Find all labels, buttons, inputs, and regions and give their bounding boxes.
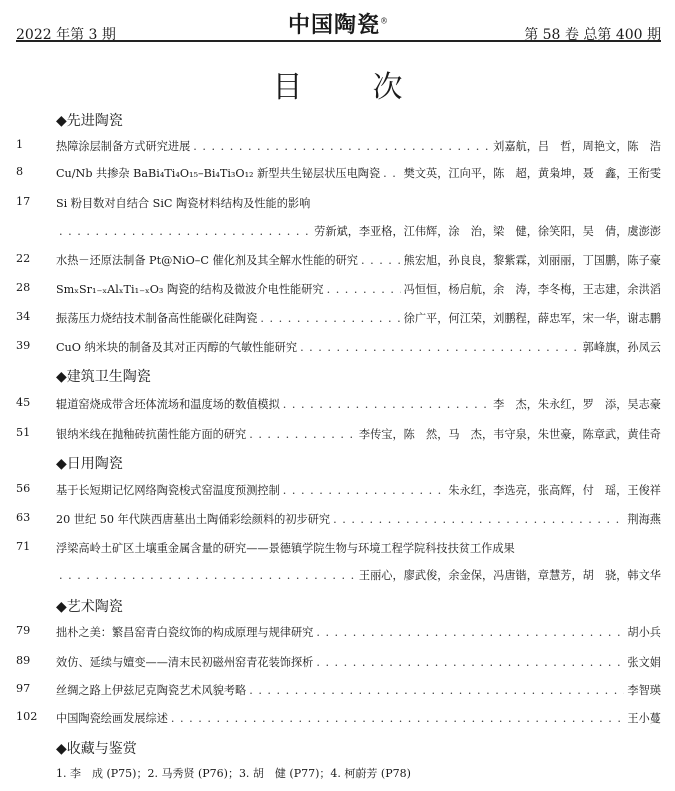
toc-entry-continued [0,223,661,239]
entry-page: 45 [16,396,31,409]
entry-authors: 刘嘉航，吕 哲，周艳文，陈 浩 [493,140,661,153]
toc-entry-continued [0,567,661,583]
journal-header [16,8,661,42]
entry-title: 振荡压力烧结技术制备高性能碳化硅陶瓷 [56,312,258,325]
entry-page: 28 [16,281,31,294]
leader-dots [59,225,311,238]
entry-title: 20 世纪 50 年代陕西唐墓出土陶俑彩绘颜料的初步研究 [56,513,331,526]
toc-entry[interactable] [0,540,661,556]
leader-dots [316,656,624,669]
leader-dots [260,312,400,325]
toc-entry[interactable] [0,396,661,412]
toc-entry[interactable] [0,310,661,326]
section-heading: ◆艺术陶瓷 [56,599,123,615]
toc-entry[interactable] [0,252,661,268]
entry-title: 拙朴之美：繁昌窑青白瓷纹饰的构成原理与规律研究 [56,626,314,639]
entry-page: 79 [16,624,31,637]
toc-entry[interactable] [0,682,661,698]
entry-title: 中国陶瓷绘画发展综述 [56,712,168,725]
entry-authors: 冯恒恒，杨启航，余 涛，李冬梅，王志建，余洪滔 [403,283,661,296]
entry-title: 丝绸之路上伊兹尼克陶瓷艺术风貌考略 [56,684,247,697]
entry-title: 效仿、延续与嬗变——清末民初磁州窑青花装饰探析 [56,656,314,669]
toc-entry[interactable] [0,710,661,726]
entry-authors: 张文娟 [627,656,661,669]
entry-title: 银纳米线在抛釉砖抗菌性能方面的研究 [56,428,247,441]
entry-page: 71 [16,540,31,553]
toc-entry[interactable] [0,195,661,211]
entry-page: 56 [16,482,31,495]
entry-page: 102 [16,710,38,723]
page-title: 目次 [272,70,473,105]
section-heading: ◆先进陶瓷 [56,113,123,129]
entry-authors: 李智瑛 [627,684,661,697]
section-heading: ◆日用陶瓷 [56,456,123,472]
entry-page: 51 [16,426,31,439]
leader-dots [316,626,624,639]
volume-label: 第 58 卷 总第 400 期 [524,27,661,43]
entry-authors: 荆海燕 [627,513,661,526]
entry-page: 17 [16,195,31,208]
toc-entry[interactable] [0,482,661,498]
entry-title: Si 粉目数对自结合 SiC 陶瓷材料结构及性能的影响 [56,197,311,210]
toc-entry[interactable] [0,138,661,154]
entry-page: 1 [16,138,24,151]
toc-entry[interactable] [0,339,661,355]
entry-title: Cu/Nb 共掺杂 BaBi₄Ti₄O₁₅–Bi₄Ti₃O₁₂ 新型共生铋层状压电陶瓷 [56,167,381,180]
entry-authors: 李传宝，陈 然，马 杰，韦守泉，朱世豪，陈章武，黄佳奇 [358,428,661,441]
entry-title: 基于长短期记忆网络陶瓷梭式窑温度预测控制 [56,484,280,497]
entry-title: CuO 纳米块的制备及其对正丙醇的气敏性能研究 [56,341,298,354]
section-heading: ◆建筑卫生陶瓷 [56,369,151,385]
entry-title: 浮梁高岭土矿区土壤重金属含量的研究——景德镇学院生物与环境工程学院科技扶贫工作成果 [56,542,515,555]
entry-page: 8 [16,165,24,178]
toc-entry[interactable] [0,281,661,297]
entry-authors: 徐广平，何江荣，刘鹏程，薛忠军，宋一华，谢志鹏 [403,312,661,325]
leader-dots [59,569,356,582]
entry-authors: 朱永红，李选亮，张高辉，付 瑶，王俊祥 [448,484,661,497]
entry-page: 34 [16,310,31,323]
leader-dots [300,341,580,354]
entry-title: 热障涂层制备方式研究进展 [56,140,191,153]
leader-dots [361,254,401,267]
leader-dots [193,140,490,153]
entry-authors: 劳新斌，李亚格，江伟辉，涂 治，梁 健，徐笑阳，吴 倩，虞澎澎 [314,225,661,238]
entry-authors: 胡小兵 [627,626,661,639]
collection-list: 1. 李 成 (P75)；2. 马秀贤 (P76)；3. 胡 健 (P77)；4. 柯蔚芳 (P78) [56,767,411,780]
toc-entry[interactable] [0,624,661,640]
toc-entry[interactable] [0,426,661,442]
leader-dots [383,167,401,180]
entry-page: 89 [16,654,31,667]
toc-entry[interactable] [0,165,661,181]
registered-mark: ® [380,16,389,26]
leader-dots [333,513,624,526]
journal-brand: 中国陶瓷 [287,12,380,38]
toc-entry[interactable] [0,654,661,670]
entry-page: 97 [16,682,31,695]
leader-dots [283,398,490,411]
entry-page: 39 [16,339,31,352]
leader-dots [327,283,401,296]
section-heading: ◆收藏与鉴赏 [56,741,137,757]
leader-dots [283,484,446,497]
entry-authors: 熊宏旭，孙良良，黎紫霖，刘丽丽，丁国鹏，陈子豪 [403,254,661,267]
entry-authors: 王丽心，廖武俊，余金保，冯唐锴，章慧芳，胡 骁，韩文华 [358,569,661,582]
entry-page: 22 [16,252,31,265]
leader-dots [171,712,625,725]
entry-page: 63 [16,511,31,524]
entry-title: SmₓSr₁₋ₓAlₓTi₁₋ₓO₃ 陶瓷的结构及微波介电性能研究 [56,283,324,296]
entry-authors: 樊文英，江向平，陈 超，黄枭坤，聂 鑫，王衔雯 [403,167,661,180]
entry-authors: 李 杰，朱永红，罗 添，吴志豪 [493,398,661,411]
entry-authors: 王小蔓 [627,712,661,725]
toc-entry[interactable] [0,511,661,527]
issue-label: 2022 年第 3 期 [16,27,116,43]
leader-dots [249,428,356,441]
leader-dots [249,684,624,697]
entry-title: 水热－还原法制备 Pt@NiO–C 催化剂及其全解水性能的研究 [56,254,358,267]
entry-title: 辊道窑烧成带含坯体流场和温度场的数值模拟 [56,398,280,411]
entry-authors: 郭峰旗，孙凤云 [582,341,661,354]
